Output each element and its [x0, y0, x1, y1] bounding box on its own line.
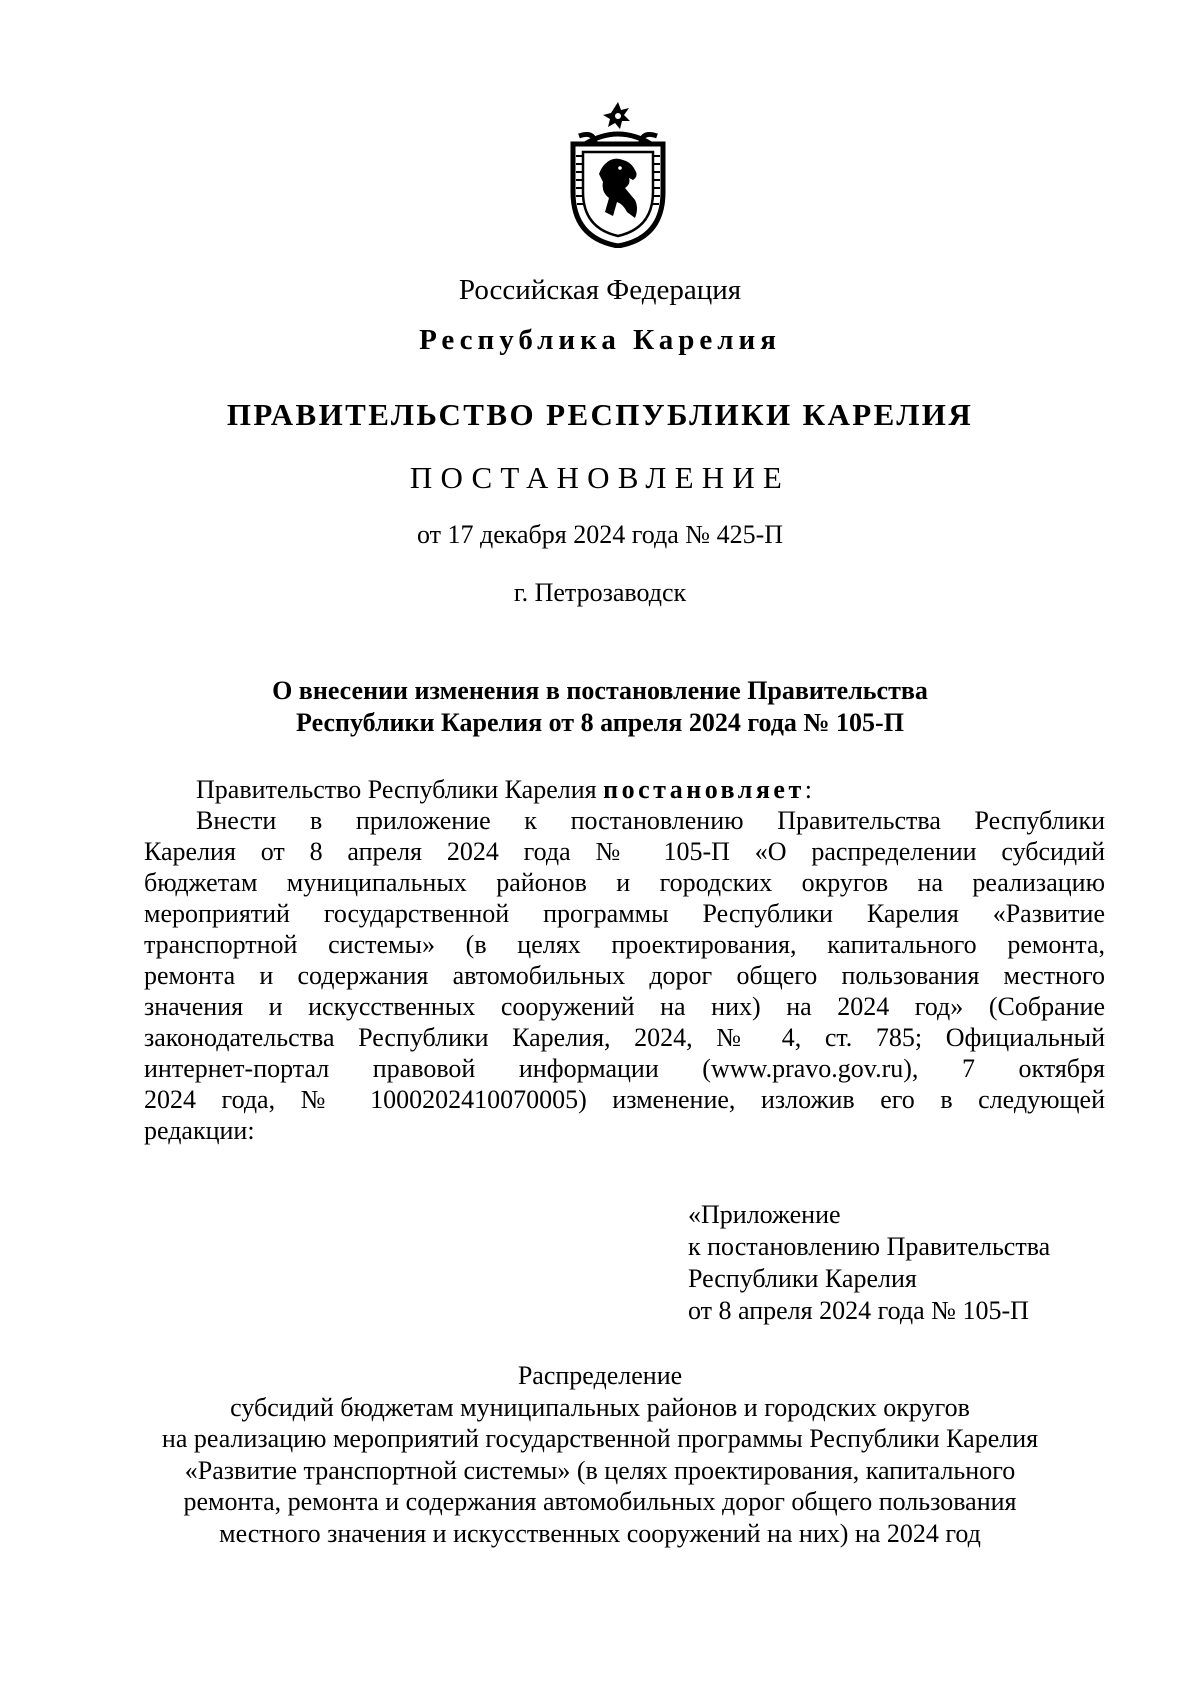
distribution-title — [0, 1360, 1200, 1549]
document-city: г. Петрозаводск — [513, 578, 687, 607]
paragraph-line: Карелия от 8 апреля 2024 года № 105-П «О распределении субсидий — [144, 837, 1105, 866]
paragraph-line: значения и искусственных сооружений на них) на 2024 год» (Собрание — [144, 992, 1105, 1021]
decides-word: постановляет — [603, 775, 805, 804]
paragraph-line: интернет-портал правовой информации (www.pravo.gov.ru), 7 октября — [144, 1054, 1105, 1083]
paragraph-line: транспортной системы» (в целях проектирования, капитального ремонта, — [144, 930, 1105, 959]
republic-name: Республика Карелия — [419, 324, 781, 356]
document-date-number: от 17 декабря 2024 года № 425-П — [416, 520, 784, 549]
government-name: ПРАВИТЕЛЬСТВО РЕСПУБЛИКИ КАРЕЛИЯ — [226, 397, 974, 432]
paragraph-line: законодательства Республики Карелия, 2024, № 4, ст. 785; Официальный — [144, 1023, 1105, 1052]
annex-line: «Приложение — [688, 1200, 841, 1229]
subject-line: О внесении изменения в постановление Правительства — [272, 676, 928, 705]
document-type: ПОСТАНОВЛЕНИЕ — [409, 460, 791, 495]
main-paragraph — [144, 805, 1105, 1146]
distribution-line: на реализацию мероприятий государственной программы Республики Карелия — [161, 1424, 1039, 1453]
distribution-line: субсидий бюджетам муниципальных районов и городских округов — [230, 1392, 970, 1422]
intro-suffix: : — [804, 775, 812, 804]
coat-of-arms-icon — [565, 100, 671, 248]
paragraph-line: Внести в приложение к постановлению Правительства Республики — [196, 806, 1105, 835]
distribution-line: «Развитие транспортной системы» (в целях проектирования, капитального — [184, 1455, 1016, 1485]
paragraph-line: 2024 года, № 1000202410070005) изменение, изложив его в следующей — [144, 1085, 1105, 1114]
annex-line: к постановлению Правительства — [688, 1232, 1051, 1261]
intro-prefix: Правительство Республики Карелия — [196, 775, 604, 804]
distribution-line: ремонта, ремонта и содержания автомобильных дорог общего пользования — [183, 1487, 1017, 1516]
annex-header — [688, 1199, 1050, 1327]
subject-line: Республики Карелия от 8 апреля 2024 года № 105-П — [296, 708, 904, 737]
paragraph-line: редакции: — [144, 1116, 255, 1145]
intro-line — [144, 774, 1105, 805]
annex-line: Республики Карелия — [688, 1264, 917, 1293]
distribution-line: Распределение — [517, 1361, 683, 1390]
resolution-intro — [144, 774, 1105, 805]
document-subject — [0, 675, 1200, 739]
annex-line: от 8 апреля 2024 года № 105-П — [688, 1296, 1029, 1325]
paragraph-line: мероприятий государственной программы Республики Карелия «Развитие — [144, 899, 1105, 928]
country-name: Российская Федерация — [458, 274, 742, 306]
distribution-line: местного значения и искусственных сооружений на них) на 2024 год — [219, 1518, 981, 1548]
paragraph-line: бюджетам муниципальных районов и городских округов на реализацию — [144, 868, 1105, 897]
paragraph-line: ремонта и содержания автомобильных дорог общего пользования местного — [144, 961, 1105, 990]
